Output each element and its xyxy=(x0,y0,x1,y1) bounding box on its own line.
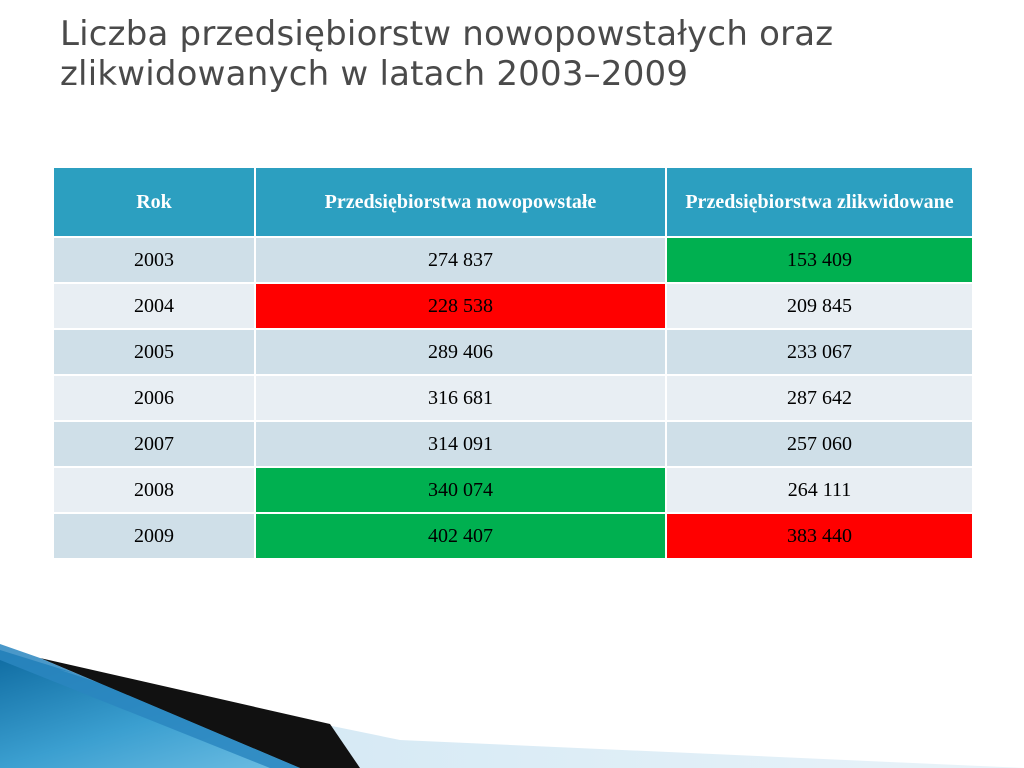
table-header-row xyxy=(53,167,973,237)
cell-year: 2004 xyxy=(53,283,255,329)
table-row xyxy=(53,421,973,467)
table-row xyxy=(53,467,973,513)
cell-new: 289 406 xyxy=(255,329,666,375)
cell-closed: 383 440 xyxy=(666,513,973,559)
cell-closed: 233 067 xyxy=(666,329,973,375)
header-new-enterprises: Przedsiębiorstwa nowopowstałe xyxy=(255,167,666,237)
table-row xyxy=(53,513,973,559)
title-line-1: Liczba przedsiębiorstw nowopowstałych oraz xyxy=(60,14,834,54)
cell-new: 314 091 xyxy=(255,421,666,467)
decorative-swoosh xyxy=(0,640,1024,768)
cell-year: 2003 xyxy=(53,237,255,283)
cell-new: 228 538 xyxy=(255,283,666,329)
cell-new: 316 681 xyxy=(255,375,666,421)
cell-closed: 209 845 xyxy=(666,283,973,329)
title-line-2: zlikwidowanych w latach 2003–2009 xyxy=(60,54,689,94)
enterprises-table xyxy=(52,166,974,560)
cell-closed: 287 642 xyxy=(666,375,973,421)
cell-closed: 264 111 xyxy=(666,467,973,513)
cell-new: 340 074 xyxy=(255,467,666,513)
cell-closed: 153 409 xyxy=(666,237,973,283)
header-year: Rok xyxy=(53,167,255,237)
table-row xyxy=(53,283,973,329)
page-title xyxy=(60,14,980,94)
cell-year: 2009 xyxy=(53,513,255,559)
cell-year: 2006 xyxy=(53,375,255,421)
cell-year: 2008 xyxy=(53,467,255,513)
cell-new: 274 837 xyxy=(255,237,666,283)
cell-year: 2005 xyxy=(53,329,255,375)
cell-new: 402 407 xyxy=(255,513,666,559)
table-row xyxy=(53,237,973,283)
table-row xyxy=(53,329,973,375)
cell-year: 2007 xyxy=(53,421,255,467)
header-closed-enterprises: Przedsiębiorstwa zlikwidowane xyxy=(666,167,973,237)
table-row xyxy=(53,375,973,421)
cell-closed: 257 060 xyxy=(666,421,973,467)
